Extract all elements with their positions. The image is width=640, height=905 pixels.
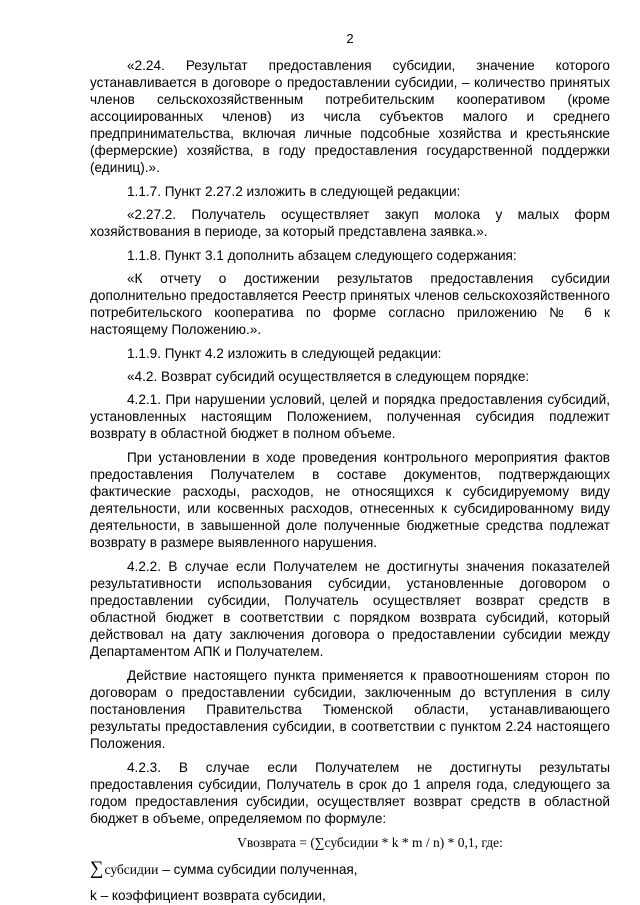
paragraph-2-27-2: «2.27.2. Получатель осуществляет закуп молока у малых форм хозяйствования в периоде, за который представлена заявка.». bbox=[90, 207, 610, 239]
page-number: 2 bbox=[346, 31, 354, 46]
sum-subscript: субсидии bbox=[104, 862, 159, 877]
paragraph-2-24: «2.24. Результат предоставления субсидии, значение которого устанавливается в договоре о предоставлении субсидии, – количество принятых членов сельскохозяйственным потребительским кооперативом (кроме ассоциированных членов) из числа субъектов малого и среднего предпринимательства, включая личные подсобные хозяйства и крестьянские (фермерские) хозяйства, в году предоставления государственной поддержки (единиц).». bbox=[90, 58, 610, 175]
paragraph-4-2-1: 4.2.1. При нарушении условий, целей и порядка предоставления субсидий, установленных настоящим Положением, полученная субсидия подлежит возврату в областной бюджет в полном объеме. bbox=[90, 392, 610, 441]
paragraph-3-1-addition: «К отчету о достижении результатов предоставления субсидии дополнительно предоставляется Реестр принятых членов сельскохозяйственного потребительского кооператива по форме согласно приложению № 6 к настоящему Положению.». bbox=[90, 271, 610, 337]
paragraph-1-1-9: 1.1.9. Пункт 4.2 изложить в следующей редакции: bbox=[127, 346, 442, 361]
document-body bbox=[90, 57, 610, 904]
paragraph-1-1-8: 1.1.8. Пункт 3.1 дополнить абзацем следующего содержания: bbox=[127, 248, 517, 263]
definition-subsidy-sum bbox=[90, 859, 610, 878]
sum-symbol-group bbox=[90, 859, 158, 878]
sum-symbol: ∑ bbox=[90, 858, 104, 879]
paragraph-scope: Действие настоящего пункта применяется к правоотношениям сторон по договорам о предоставлении субсидии, заключенным до вступления в силу постановления Правительства Тюменской области, устанавливающего результаты предоставления субсидии, в соответствии с пунктом 2.24 настоящего Положения. bbox=[90, 668, 610, 751]
refund-formula: Vвозврата = (∑субсидии * k * m / n) * 0,1, где: bbox=[237, 835, 503, 850]
paragraph-4-2-2: 4.2.2. В случае если Получателем не достигнуты значения показателей результативности использования субсидии, установленные договором о предоставлении субсидии, Получатель осуществляет возврат средств в областной бюджет в соответствии с порядком возврата субсидий, который действовал на дату заключения договора о предоставлении субсидии между Департаментом АПК и Получателем. bbox=[90, 559, 610, 659]
sum-definition-text: – сумма субсидии полученная, bbox=[162, 862, 358, 877]
paragraph-4-2: «4.2. Возврат субсидий осуществляется в следующем порядке: bbox=[127, 369, 530, 384]
paragraph-control-measure: При установлении в ходе проведения контрольного мероприятия фактов предоставления Получателем в составе документов, подтверждающих фактические расходы, расходов, не относящихся к субсидируемому виду деятельности, или косвенных расходов, отнесенных к субсидированному виду деятельности, в завышенной доле полученные бюджетные средства подлежат возврату в размере выявленного нарушения. bbox=[90, 450, 610, 550]
definition-k: k – коэффициент возврата субсидии, bbox=[90, 888, 326, 903]
paragraph-4-2-3: 4.2.3. В случае если Получателем не достигнуты результаты предоставления субсидии, Получатель в срок до 1 апреля года, следующего за годом предоставления субсидии, осуществляет возврат средств в областной бюджет в объеме, определяемом по формуле: bbox=[90, 760, 610, 826]
paragraph-1-1-7: 1.1.7. Пункт 2.27.2 изложить в следующей редакции: bbox=[127, 184, 461, 199]
